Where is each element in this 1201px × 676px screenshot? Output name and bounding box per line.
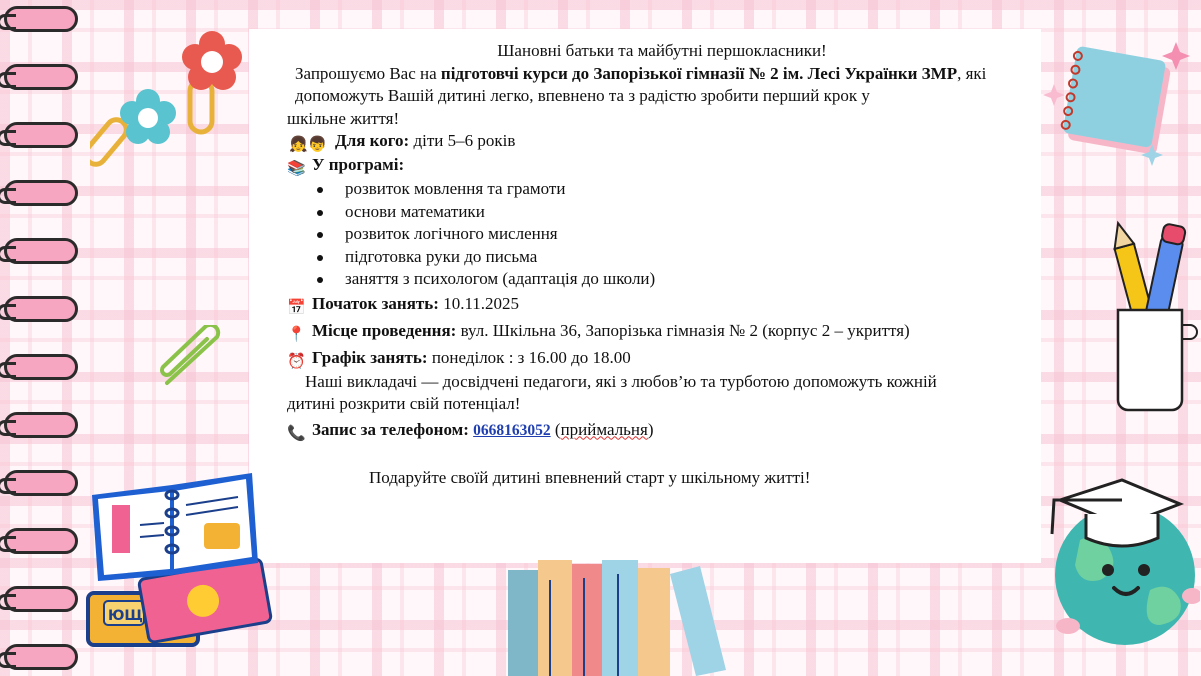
program-item: основи математики <box>345 201 1037 224</box>
children-icon: 👧👦 <box>289 135 327 153</box>
alarm-clock-icon: ⏰ <box>287 351 306 370</box>
closing-line: Подаруйте своїй дитині впевнений старт у шкільному житті! <box>369 467 811 487</box>
notebook-spiral <box>0 0 90 676</box>
teachers-line-1: Наші викладачі — досвідчені педагоги, які з любов’ю та турботою допоможуть кожній <box>305 371 937 391</box>
invite-text-start: Запрошуємо Вас на <box>295 63 441 83</box>
phone-note-close: ) <box>647 419 654 439</box>
program-item: підготовка руки до письма <box>345 246 1037 269</box>
standing-books-decoration <box>500 560 730 676</box>
invite-course-name: підготовчі курси до Запорізької гімназії № 2 ім. Лесі Українки ЗМР <box>440 63 958 83</box>
pencil-cup-decoration <box>1108 215 1198 420</box>
pushpin-icon: 📍 <box>287 324 306 343</box>
letter-content <box>287 40 1037 489</box>
phone-note: приймальня <box>560 419 648 439</box>
schedule-label: Графік занять: <box>312 347 428 367</box>
calendar-icon: 📅 <box>287 297 306 316</box>
program-list <box>287 178 1037 291</box>
program-label: У програмі: <box>312 155 405 174</box>
book-cover-text: ЮЩ <box>108 608 143 624</box>
phone-label: Запис за телефоном: <box>312 419 469 439</box>
for-whom-label: Для кого: <box>335 131 410 150</box>
start-value: 10.11.2025 <box>438 293 520 313</box>
flower-clip-decoration <box>90 30 250 170</box>
program-item: розвиток мовлення та грамоти <box>345 178 1037 201</box>
place-label: Місце проведення: <box>312 320 457 340</box>
program-item: заняття з психологом (адаптація до школи) <box>345 268 1037 291</box>
notebook-decoration <box>1040 40 1200 170</box>
books-decoration <box>82 465 282 660</box>
place-value: вул. Шкільна 36, Запорізька гімназія № 2 (корпус 2 – укриття) <box>456 320 910 340</box>
phone-link[interactable]: 0668163052 <box>473 421 551 439</box>
schedule-value: понеділок : з 16.00 до 18.00 <box>427 347 631 367</box>
invitation-paragraph <box>287 63 1035 108</box>
telephone-icon: 📞 <box>287 423 306 442</box>
invite-text-end-2: шкільне життя! <box>287 108 400 128</box>
globe-graduation-decoration <box>1040 470 1200 650</box>
program-item: розвиток логічного мислення <box>345 223 1037 246</box>
invite-text-end-1: , які допоможуть Вашій дитині легко, впевнено та з радістю зробити перший крок у <box>295 63 987 105</box>
teachers-line-2: дитині розкрити свій потенціал! <box>287 394 521 413</box>
start-label: Початок занять: <box>312 293 439 313</box>
greeting: Шановні батьки та майбутні першокласники! <box>497 41 827 60</box>
books-icon: 📚 <box>287 159 306 177</box>
phone-note-open: ( <box>550 419 561 439</box>
for-whom-value: діти 5–6 років <box>409 131 516 150</box>
paperclip-decoration <box>155 325 230 390</box>
